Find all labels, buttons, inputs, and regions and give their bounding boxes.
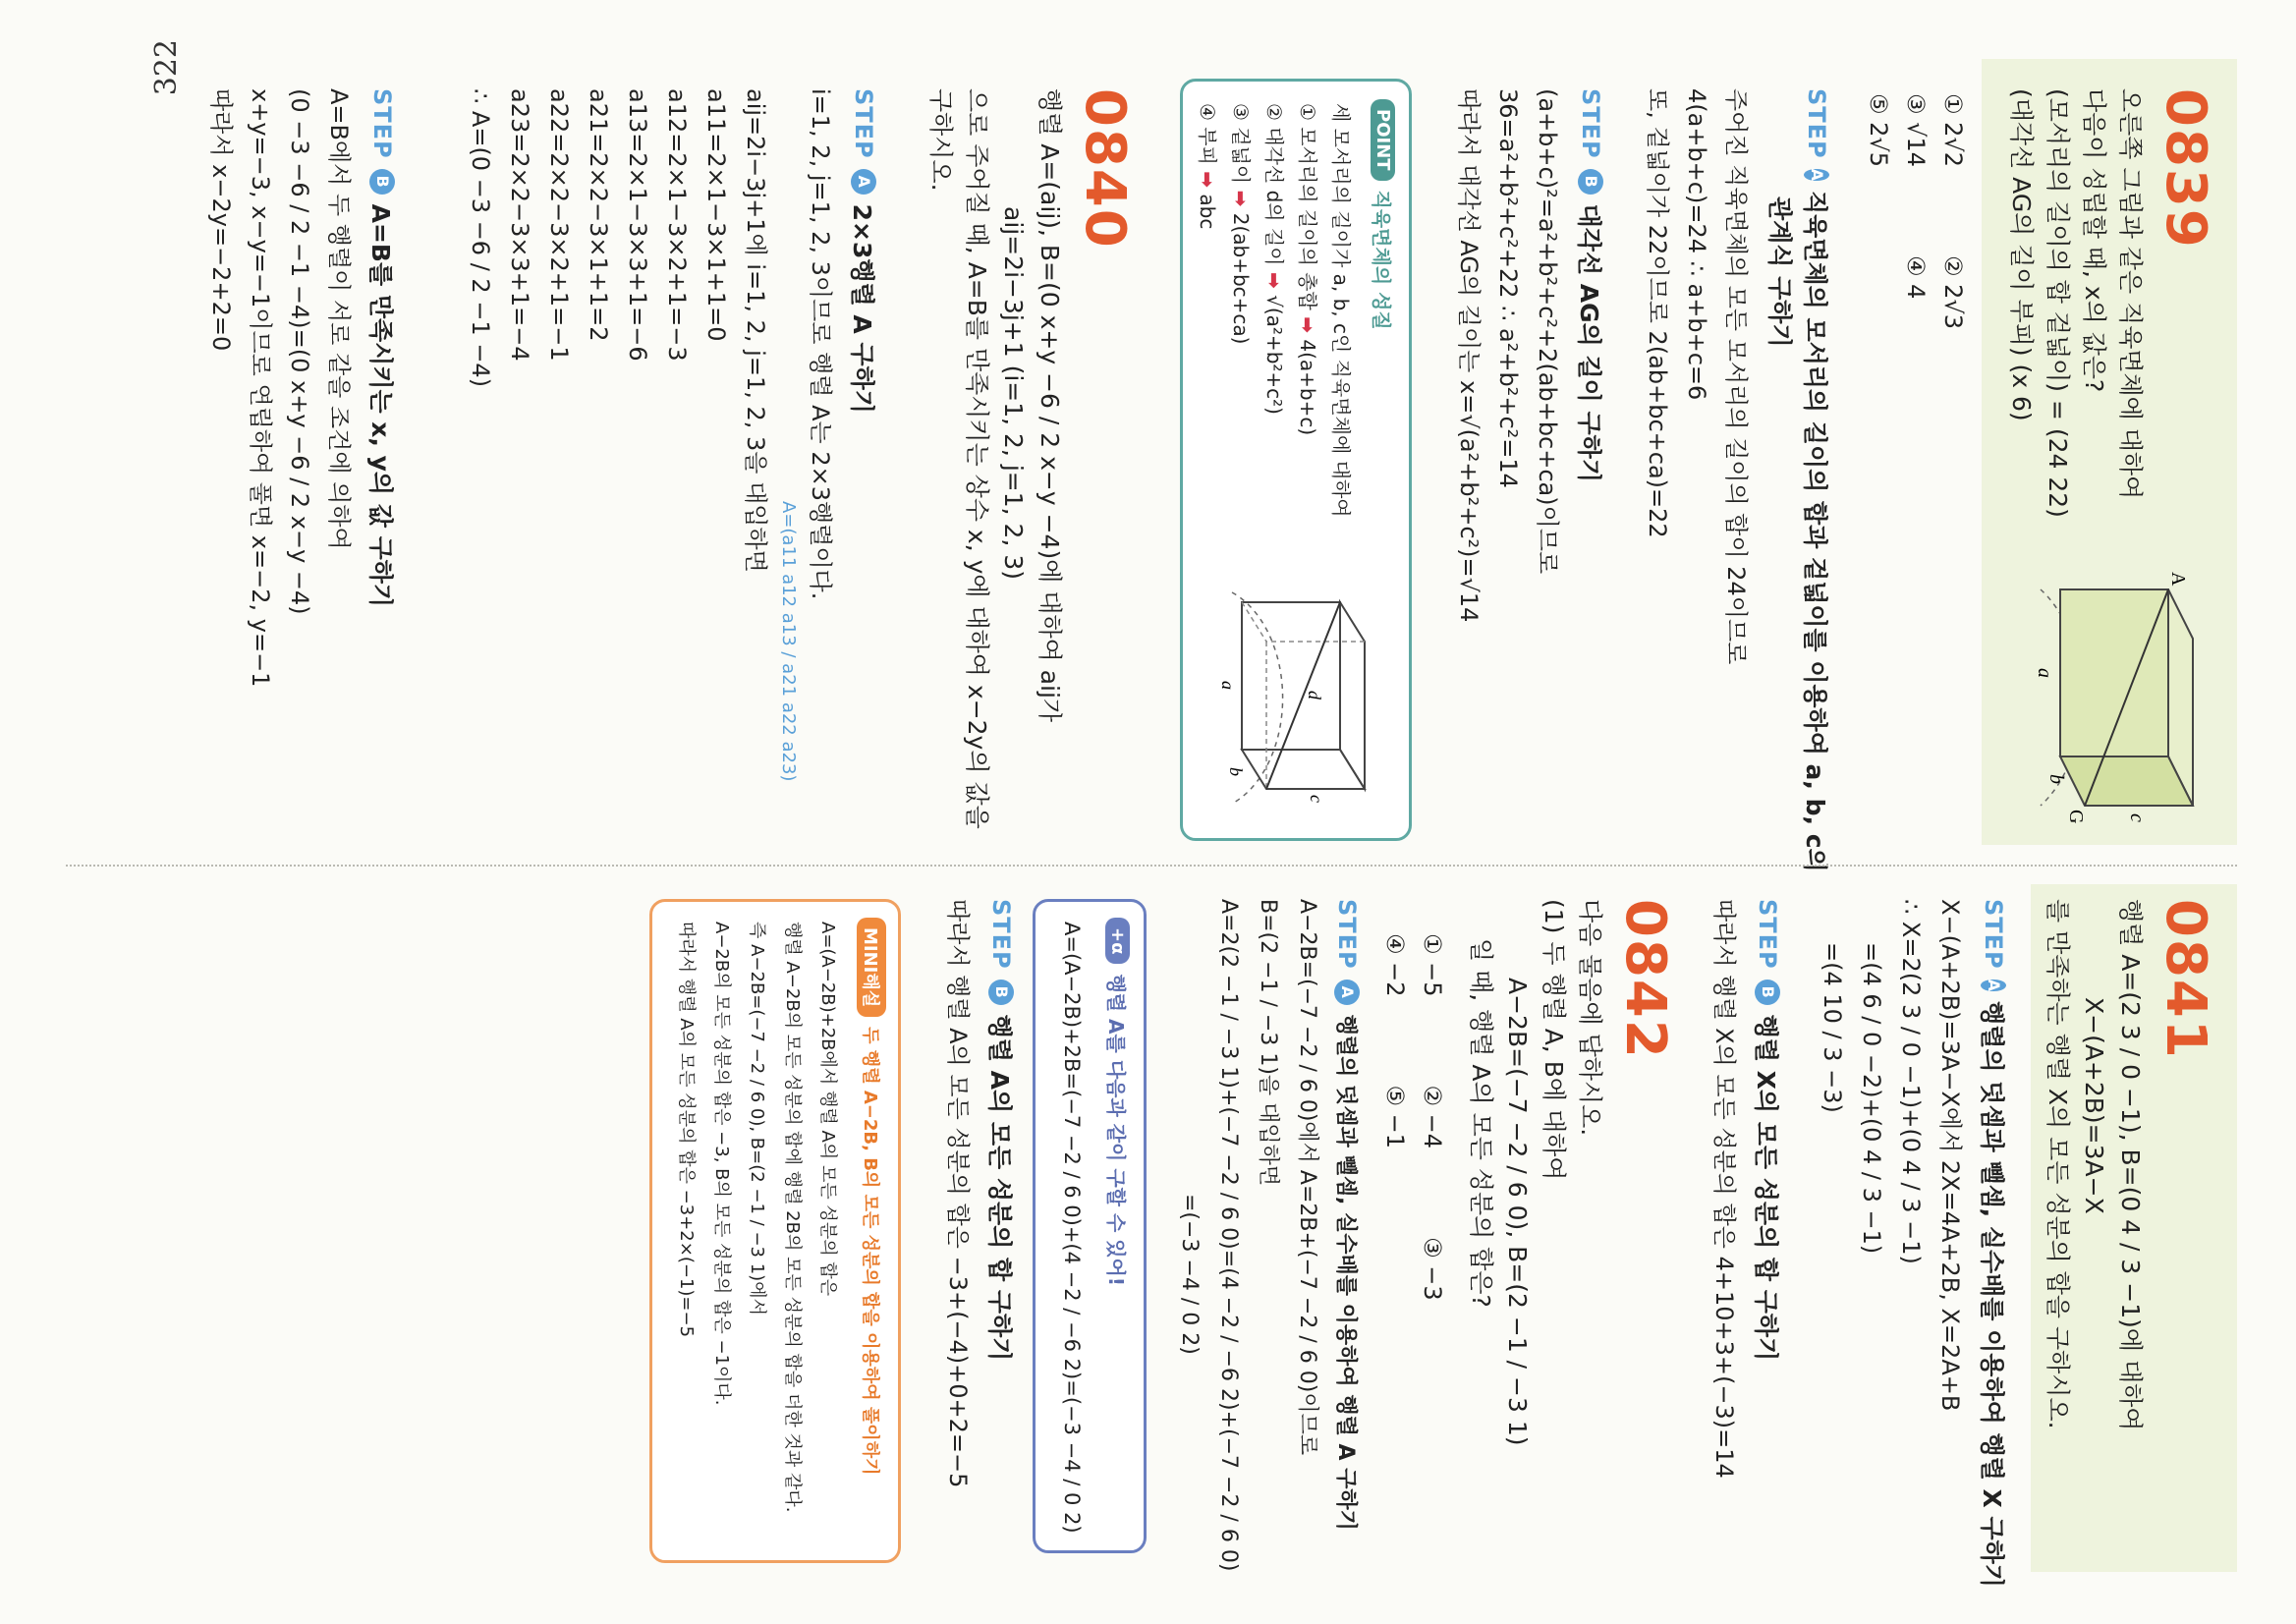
step-a-header xyxy=(1799,88,1834,872)
q0840-step-b xyxy=(201,88,400,865)
step-line: a23=2×2−3×3+1=−4 xyxy=(506,88,533,362)
mini-line: A=(A−2B)+2B에서 행렬 A의 모든 성분의 합은 xyxy=(817,922,838,1297)
label-diagonal-d: d xyxy=(1305,691,1324,700)
step-a-header xyxy=(846,88,881,865)
page-number: 322 xyxy=(149,39,184,96)
step-title: 직육면체의 모서리의 길이의 합과 겉넓이를 이용하여 a, b, c의 xyxy=(1801,191,1829,872)
step-line: 따라서 행렬 X의 모든 성분의 합은 4+10+3+(−3)=14 xyxy=(1710,899,1738,1479)
mini-solution-box xyxy=(649,899,901,1563)
step-letter-b: B xyxy=(988,980,1014,1005)
step-b-body xyxy=(1705,899,1744,1567)
step-note: A=(a11 a12 a13 / a21 a22 a23) xyxy=(778,501,799,782)
label-edge-a: a xyxy=(2034,668,2055,678)
point-body xyxy=(1191,103,1358,535)
cuboid-side xyxy=(2060,756,2193,806)
step-line: ∴ A=(0 −3 −6 / 2 −1 −4) xyxy=(467,88,494,388)
choice-4[interactable]: ④ −2 xyxy=(1381,933,1409,997)
point-tag: POINT xyxy=(1371,99,1395,181)
q0841-question xyxy=(2040,899,2149,1567)
step-label: STEP xyxy=(850,88,877,159)
q0842-question xyxy=(1463,899,1608,1567)
step-b-body xyxy=(1449,88,1567,835)
step-letter-a: A xyxy=(851,169,876,195)
q0839-question-line: (대각선 AG의 길이 부피) (x 6) xyxy=(2007,88,2036,421)
choice-3[interactable]: ③ −3 xyxy=(1419,1237,1446,1301)
step-line: =(4 6 / 0 −2)+(0 4 / 3 −1) xyxy=(1858,942,1885,1255)
step-line: aij=2i−3j+1에 i=1, 2, j=1, 2, 3을 대입하면 xyxy=(742,88,769,573)
step-a-body xyxy=(1169,899,1326,1572)
step-title: 행렬 X의 모든 성분의 합 구하기 xyxy=(1752,1014,1780,1362)
point-header xyxy=(1369,99,1397,330)
step-line: 또, 겉넓이가 22이므로 2(ab+bc+ca)=22 xyxy=(1644,88,1671,538)
step-letter-a: A xyxy=(1335,980,1361,1005)
q0842-question-line: A−2B=(−7 −2 / 6 0), B=(2 −1 / −3 1) xyxy=(1503,978,1532,1446)
mini-tag: MINI해설 xyxy=(857,918,886,1017)
label-g-vertex: G xyxy=(2065,810,2087,824)
choice-3[interactable]: ③ √14 xyxy=(1902,93,1930,167)
step-b-header xyxy=(364,88,400,865)
label-edge-c: c xyxy=(2126,813,2148,822)
point-item xyxy=(1258,103,1291,535)
step-line: 따라서 x−2y=−2+2=0 xyxy=(207,88,235,352)
arrow-icon: ➡ xyxy=(1196,171,1219,189)
step-line: a13=2×1−3×3+1=−6 xyxy=(624,88,651,362)
step-letter-b: B xyxy=(1578,169,1603,195)
point-item-value: √(a²+b²+c²) xyxy=(1262,295,1286,415)
diagonal-d xyxy=(1266,602,1340,789)
plus-line: A=(A−2B)+2B=(−7 −2 / 6 0)+(4 −2 / −6 2)=(−3 −4 / 0 2) xyxy=(1060,922,1084,1534)
label-edge-a: a xyxy=(1218,681,1238,690)
step-line: a22=2×2−3×2+1=−1 xyxy=(545,88,573,362)
step-b-header xyxy=(983,899,1019,1567)
choice-1[interactable]: ① −5 xyxy=(1419,933,1446,997)
step-b-header xyxy=(1573,88,1608,835)
q0841-question-line: X−(A+2B)=3A−X xyxy=(2080,997,2108,1214)
point-box xyxy=(1180,79,1412,841)
step-label: STEP xyxy=(1333,899,1362,970)
step-b-header xyxy=(1750,899,1785,1567)
mini-line: 따라서 행렬 A의 모든 성분의 합은 −3+2×(−1)=−5 xyxy=(676,922,697,1338)
label-edge-b: b xyxy=(1226,767,1246,776)
q0842-choices xyxy=(1376,933,1451,1562)
point-item-label: ① 모서리의 길이의 총합 xyxy=(1296,103,1319,310)
step-line: i=1, 2, j=1, 2, 3이므로 행렬 A는 2×3행렬이다. xyxy=(807,88,834,600)
point-intro: 세 모서리의 길이가 a, b, c인 직육면체에 대하여 xyxy=(1329,103,1353,518)
step-title: 행렬 A의 모든 성분의 합 구하기 xyxy=(985,1014,1014,1362)
step-line: a12=2×1−3×2+1=−3 xyxy=(663,88,691,362)
point-item-label: ② 대각선 d의 길이 xyxy=(1262,103,1286,266)
choice-4[interactable]: ④ 4 xyxy=(1902,254,1930,300)
step-b-body xyxy=(201,88,359,865)
q0841-question-line: 를 만족하는 행렬 X의 모든 성분의 합을 구하시오. xyxy=(2044,899,2072,1429)
step-title: 2×3행렬 A 구하기 xyxy=(848,203,876,414)
q0839-question-line: (모서리의 길이의 합 겉넓이) = (24 22) xyxy=(2044,88,2072,518)
choice-1[interactable]: ① 2√2 xyxy=(1939,93,1967,167)
step-line: a11=2×1−3×1+1=0 xyxy=(702,88,730,342)
step-label: STEP xyxy=(1754,899,1781,970)
step-line: (a+b+c)²=a²+b²+c²+2(ab+bc+ca)이므로 xyxy=(1534,88,1561,575)
point-title: 직육면체의 성질 xyxy=(1370,190,1393,330)
q0840-question-line: 행렬 A=(aij), B=(0 x+y −6 / 2 x−y −4)에 대하여 aij가 xyxy=(1036,88,1064,723)
step-line: (0 −3 −6 / 2 −1 −4)=(0 x+y −6 / 2 x−y −4) xyxy=(286,88,313,615)
step-title: 행렬의 덧셈과 뺄셈, 실수배를 이용하여 행렬 A 구하기 xyxy=(1333,1014,1358,1531)
step-a-body xyxy=(461,88,840,865)
mini-body xyxy=(668,922,845,1512)
step-letter-b: B xyxy=(1755,980,1780,1005)
step-line: ∴ X=2(2 3 / 0 −1)+(0 4 / 3 −1) xyxy=(1897,899,1925,1264)
step-line: 36=a²+b²+c²+22 ∴ a²+b²+c²=14 xyxy=(1494,88,1522,488)
choice-5[interactable]: ⑤ −1 xyxy=(1381,1085,1409,1149)
point-cuboid-figure xyxy=(1198,573,1379,818)
choice-2[interactable]: ② −4 xyxy=(1419,1085,1446,1149)
step-line: A=B에서 두 행렬이 서로 같을 조건에 의하여 xyxy=(325,88,353,550)
q0839-step-b xyxy=(1449,88,1608,835)
step-line: 따라서 행렬 A의 모든 성분의 합은 −3+(−4)+0+2=−5 xyxy=(944,899,972,1488)
plus-body xyxy=(1055,922,1089,1534)
step-label: STEP xyxy=(1577,88,1604,159)
step-title: 대각선 AG의 길이 구하기 xyxy=(1575,203,1603,482)
q0841-number: 0841 xyxy=(2154,899,2217,1060)
point-item-label: ③ 겉넓이 xyxy=(1229,103,1253,185)
point-item xyxy=(1291,103,1324,535)
q0840-number: 0840 xyxy=(1073,88,1137,250)
choice-5[interactable]: ⑤ 2√5 xyxy=(1865,93,1892,167)
label-a-vertex: A xyxy=(2167,572,2189,587)
q0840-question-line: 으로 주어질 때, A=B를 만족시키는 상수 x, y에 대하여 x−2y의 값을 xyxy=(963,88,991,829)
step-label: STEP xyxy=(368,88,396,159)
q0839-number: 0839 xyxy=(2154,88,2217,250)
step-title: A=B를 만족시키는 x, y의 값 구하기 xyxy=(366,203,395,608)
plus-header xyxy=(1103,918,1132,1286)
q0840-question xyxy=(923,88,1068,865)
step-a-body xyxy=(1813,899,1970,1567)
q0842-question-line: (1) 두 행렬 A, B에 대하여 xyxy=(1540,899,1568,1181)
step-a-header xyxy=(1332,899,1363,1567)
q0842-step-b xyxy=(938,899,1019,1567)
step-line: B=(2 −1 / −3 1)을 대입하면 xyxy=(1256,899,1280,1187)
step-line: =(4 10 / 3 −3) xyxy=(1819,942,1846,1113)
step-title: 행렬의 덧셈과 뺄셈, 실수배를 이용하여 행렬 X 구하기 xyxy=(1978,1001,2006,1588)
step-label: STEP xyxy=(987,899,1015,970)
q0841-question-line: 행렬 A=(2 3 / 0 −1), B=(0 4 / 3 −1)에 대하여 xyxy=(2116,899,2145,1431)
step-line: 주어진 직육면체의 모든 모서리의 길이의 합이 24이므로 xyxy=(1722,88,1750,665)
cuboid-side xyxy=(1242,750,1365,789)
point-item-value: 2(ab+bc+ca) xyxy=(1229,212,1253,345)
step-line: A−2B=(−7 −2 / 6 0)에서 A=2B+(−7 −2 / 6 0)이므로 xyxy=(1295,899,1319,1456)
q0842-number: 0842 xyxy=(1613,899,1677,1060)
plus-title: 행렬 A를 다음과 같이 구할 수 있어! xyxy=(1104,974,1128,1286)
q0839-question xyxy=(2003,88,2149,560)
q0839-question-line: 다음이 성립할 때, x의 값은? xyxy=(2080,88,2108,393)
q0839-step-a xyxy=(1638,88,1834,872)
mini-title: 두 행렬 A−2B, B의 모든 성분의 합을 이용하여 풀이하기 xyxy=(860,1027,880,1476)
mini-line: 행렬 A−2B의 모든 성분의 합에 행렬 2B의 모든 성분의 합을 더한 것과 같다. xyxy=(782,922,803,1513)
arrow-icon: ➡ xyxy=(1296,316,1319,334)
step-line: 4(a+b+c)=24 ∴ a+b+c=6 xyxy=(1683,88,1710,401)
point-item xyxy=(1191,103,1224,535)
step-title-cont: 관계식 구하기 xyxy=(1765,196,1794,348)
cuboid-top xyxy=(1340,602,1365,789)
step-letter-b: B xyxy=(369,169,395,195)
step-line: =(−3 −4 / 0 2) xyxy=(1177,1194,1202,1355)
mini-header xyxy=(857,918,886,1475)
q0839-choices xyxy=(1860,93,1972,801)
point-item-value: 4(a+b+c) xyxy=(1296,339,1319,436)
cuboid-figure xyxy=(1991,550,2208,835)
q0841-step-b xyxy=(1705,899,1785,1567)
step-label: STEP xyxy=(1803,88,1830,159)
q0842-question-line: 일 때, 행렬 A의 모든 성분의 합은? xyxy=(1467,938,1495,1308)
step-line: 따라서 대각선 AG의 길이는 x=√(a²+b²+c²)=√14 xyxy=(1455,88,1483,623)
q0840-question-line: aij=2i−3j+1 (i=1, 2, j=1, 2, 3) xyxy=(999,206,1028,581)
arrow-icon: ➡ xyxy=(1229,190,1253,207)
step-line: a21=2×2−3×1+1=2 xyxy=(585,88,612,342)
label-edge-c: c xyxy=(1307,795,1326,803)
arrow-icon: ➡ xyxy=(1262,271,1286,289)
point-item xyxy=(1224,103,1258,535)
q0839-question-line: 오른쪽 그림과 같은 직육면체에 대하여 xyxy=(2116,88,2145,500)
step-b-body xyxy=(938,899,978,1567)
q0840-step-a xyxy=(461,88,881,865)
step-a-body xyxy=(1638,88,1756,835)
step-letter-a: A xyxy=(1804,169,1829,181)
point-item-label: ④ 부피 xyxy=(1196,103,1219,165)
step-letter-a: A xyxy=(1981,980,2006,991)
plus-tag: +α xyxy=(1105,918,1130,964)
step-line: x+y=−3, x−y=−1이므로 연립하여 풀면 x=−2, y=−1 xyxy=(247,88,274,688)
plus-alpha-box xyxy=(1033,899,1147,1553)
step-a-header xyxy=(1976,899,2011,1588)
mini-line: A−2B의 모든 성분의 합은 −3, B의 모든 성분의 합은 −1이다. xyxy=(711,922,732,1406)
mini-line: 즉 A−2B=(−7 −2 / 6 0), B=(2 −1 / −3 1)에서 xyxy=(747,922,767,1316)
step-line: A=2(2 −1 / −3 1)+(−7 −2 / 6 0)=(4 −2 / −6 2)+(−7 −2 / 6 0) xyxy=(1216,899,1241,1572)
q0842-step-a xyxy=(1169,899,1363,1572)
step-label: STEP xyxy=(1980,899,2007,970)
q0841-step-a xyxy=(1813,899,2011,1588)
q0840-question-line: 구하시오. xyxy=(926,88,955,192)
choice-2[interactable]: ② 2√3 xyxy=(1939,254,1967,329)
label-edge-b: b xyxy=(2045,774,2067,784)
step-a-header-cont xyxy=(1764,88,1799,835)
q0842-question-line: 다음 물음에 답하시오. xyxy=(1576,899,1604,1137)
point-item-value: abc xyxy=(1196,194,1219,230)
step-line: X−(A+2B)=3A−X에서 2X=4A+2B, X=2A+B xyxy=(1936,899,1964,1412)
column-divider xyxy=(66,865,2237,867)
